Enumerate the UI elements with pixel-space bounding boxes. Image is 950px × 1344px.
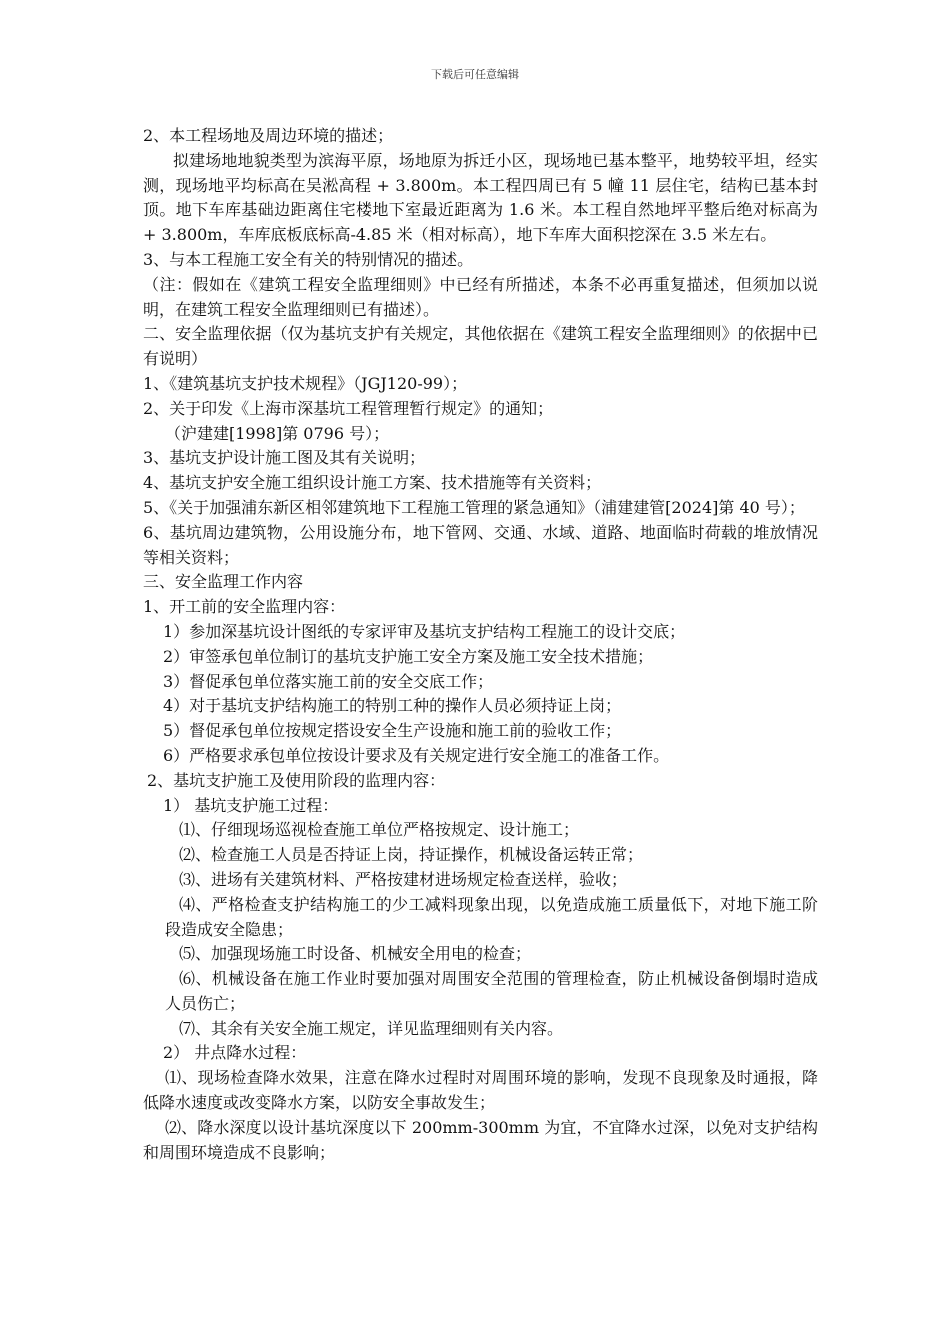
- list-item: 4）对于基坑支护结构施工的特别工种的操作人员必须持证上岗；: [163, 696, 622, 716]
- list-item: 3、基坑支护设计施工图及其有关说明；: [143, 448, 426, 468]
- list-item: ⑹、机械设备在施工作业时要加强对周围安全范围的管理检查，防止机械设备倒塌时造成人员伤亡；: [165, 969, 818, 1013]
- list-item: ⑺、其余有关安全施工规定，详见监理细则有关内容。: [179, 1018, 564, 1038]
- section-heading: 2、本工程场地及周边环境的描述；: [143, 126, 394, 145]
- chapter-heading: 二、安全监理依据（仅为基坑支护有关规定，其他依据在《建筑工程安全监理细则》的依据中已有说明）: [143, 324, 818, 369]
- list-item: ⑷、严格检查支护结构施工的少工减料现象出现，以免造成施工质量低下，对地下施工阶段造成安全隐患；: [165, 894, 818, 939]
- list-item: ⑶、进场有关建筑材料、严格按建材进场规定检查送样，验收；: [179, 869, 628, 889]
- section-heading: 2、基坑支护施工及使用阶段的监理内容：: [147, 770, 446, 790]
- chapter-heading: 三、安全监理工作内容: [143, 572, 304, 592]
- list-item-continuation: （沪建建[1998]第 0796 号）；: [165, 423, 390, 443]
- note-paragraph: （注：假如在《建筑工程安全监理细则》中已经有所描述，本条不必再重复描述，但须加以说明，在建筑工程安全监理细则已有描述）。: [143, 274, 818, 319]
- list-item: 1、《建筑基坑支护技术规程》（JGJ120-99）；: [143, 373, 468, 393]
- subsection-heading: 1） 基坑支护施工过程：: [163, 795, 339, 815]
- page-header: 下载后可任意编辑: [431, 68, 519, 81]
- document-body: [143, 124, 818, 1165]
- section-heading: 1、开工前的安全监理内容：: [143, 597, 346, 617]
- list-item: ⑵、降水深度以设计基坑深度以下 200mm-300mm 为宜，不宜降水过深，以免对支护结构和周围环境造成不良影响；: [143, 1117, 818, 1162]
- list-item: 5）督促承包单位按规定搭设安全生产设施和施工前的验收工作；: [163, 721, 622, 741]
- list-item: 1）参加深基坑设计图纸的专家评审及基坑支护结构工程施工的设计交底；: [163, 621, 686, 641]
- list-item: 5、《关于加强浦东新区相邻建筑地下工程施工管理的紧急通知》（浦建建管[2024]第 40 号）；: [143, 497, 805, 517]
- list-item: 3）督促承包单位落实施工前的安全交底工作；: [163, 671, 494, 691]
- subsection-heading: 2） 井点降水过程：: [163, 1043, 307, 1063]
- list-item: ⑸、加强现场施工时设备、机械安全用电的检查；: [179, 944, 532, 964]
- list-item: ⑴、现场检查降水效果，注意在降水过程时对周围环境的影响，发现不良现象及时通报，降低降水速度或改变降水方案，以防安全事故发生；: [143, 1068, 818, 1113]
- list-item: ⑵、检查施工人员是否持证上岗，持证操作，机械设备运转正常；: [179, 845, 644, 865]
- section-heading: 3、与本工程施工安全有关的特别情况的描述。: [143, 249, 474, 269]
- list-item: ⑴、仔细现场巡视检查施工单位严格按规定、设计施工；: [179, 820, 580, 840]
- list-item: 2）审签承包单位制订的基坑支护施工安全方案及施工安全技术措施；: [163, 646, 654, 666]
- list-item: 2、关于印发《上海市深基坑工程管理暂行规定》的通知；: [143, 398, 554, 418]
- list-item: 6、基坑周边建筑物，公用设施分布，地下管网、交通、水域、道路、地面临时荷载的堆放情况等相关资料；: [143, 522, 818, 567]
- list-item: 6）严格要求承包单位按设计要求及有关规定进行安全施工的准备工作。: [163, 745, 670, 765]
- paragraph: 拟建场地地貌类型为滨海平原，场地原为拆迁小区，现场地已基本整平，地势较平坦，经实测，现场地平均标高在吴淞高程 + 3.800m。本工程四周已有 5 幢 11 层住宅，结构已基本封顶。地下车库基础边距离住宅楼地下室最近距离为 1.6 米。本工程自然地坪平整后绝对标高为 + 3.800m，车库底板底标高-4.85 米（相对标高），地下车库大面积挖深在 3.5 米左右。: [143, 150, 818, 245]
- list-item: 4、基坑支护安全施工组织设计施工方案、技术措施等有关资料；: [143, 473, 602, 493]
